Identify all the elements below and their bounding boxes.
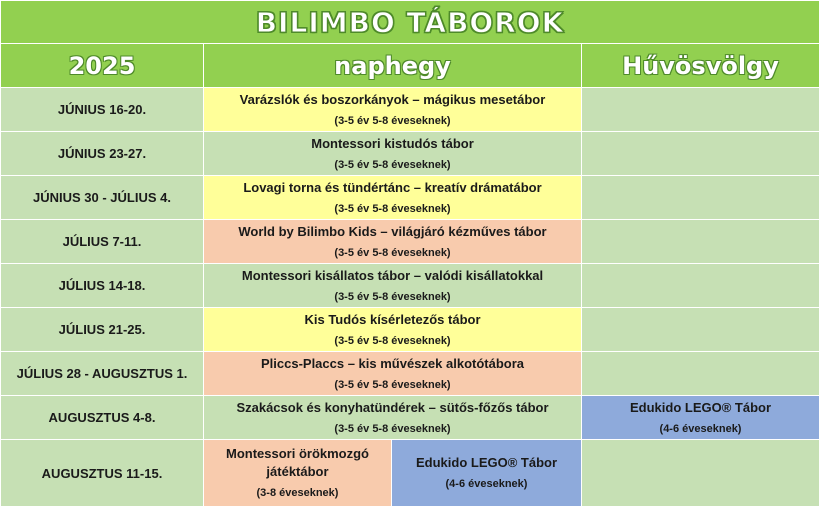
empty-cell	[582, 308, 819, 352]
date-cell: JÚLIUS 21-25.	[1, 308, 204, 352]
camp-age: (3-8 éveseknek)	[256, 487, 339, 499]
huvosvolgy-camp-cell	[582, 396, 819, 440]
empty-cell	[582, 352, 819, 396]
table-row	[1, 132, 819, 176]
table-row	[1, 88, 819, 132]
camp-age: (3-5 év 5-8 éveseknek)	[334, 334, 451, 347]
empty-cell	[582, 88, 819, 132]
date-cell: JÚLIUS 28 - AUGUSZTUS 1.	[1, 352, 204, 396]
date-cell: JÚLIUS 7-11.	[1, 220, 204, 264]
camp-age: (4-6 éveseknek)	[445, 478, 528, 490]
empty-cell	[582, 264, 819, 308]
camp-age: (3-5 év 5-8 éveseknek)	[334, 246, 451, 259]
camp-name: Szakácsok és konyhatündérek – sütős-főzős tábor	[236, 399, 549, 415]
camp-cell	[392, 440, 582, 506]
date-cell: AUGUSZTUS 4-8.	[1, 396, 204, 440]
camp-name: Edukido LEGO® Tábor	[415, 455, 558, 470]
camp-cell	[204, 440, 392, 506]
camp-age: (3-5 év 5-8 éveseknek)	[334, 290, 451, 303]
header-year: 2025	[1, 44, 204, 88]
date-cell: JÚNIUS 30 - JÚLIUS 4.	[1, 176, 204, 220]
camp-name: Montessori örökmozgó játéktábor	[225, 446, 369, 479]
table-row	[1, 308, 819, 352]
camp-cell	[204, 176, 582, 220]
camp-cell	[204, 308, 582, 352]
camp-age: (3-5 év 5-8 éveseknek)	[334, 158, 451, 171]
camp-cell	[204, 352, 582, 396]
column-header-row	[1, 44, 819, 88]
header-huvosvolgy: Hűvösvölgy	[582, 44, 819, 88]
empty-cell	[582, 220, 819, 264]
table-row	[1, 352, 819, 396]
camp-age: (4-6 éveseknek)	[659, 422, 742, 435]
camp-cell	[204, 132, 582, 176]
title-row	[1, 1, 819, 44]
camp-name: World by Bilimbo Kids – világjáró kézműves tábor	[238, 223, 547, 239]
table-row	[1, 176, 819, 220]
camp-name: Montessori kistudós tábor	[311, 135, 474, 151]
camp-name: Edukido LEGO® Tábor	[629, 399, 772, 415]
camp-age: (3-5 év 5-8 éveseknek)	[334, 202, 451, 215]
empty-cell	[582, 132, 819, 176]
camp-age: (3-5 év 5-8 éveseknek)	[334, 378, 451, 391]
table-row	[1, 396, 819, 440]
camp-age: (3-5 év 5-8 éveseknek)	[334, 114, 451, 127]
empty-cell	[582, 176, 819, 220]
camp-age: (3-5 év 5-8 éveseknek)	[334, 422, 451, 435]
table-row	[1, 264, 819, 308]
camp-name: Pliccs-Placcs – kis művészek alkotótábora	[260, 355, 525, 371]
camp-cell	[204, 88, 582, 132]
page-title: BILIMBO TÁBOROK	[255, 5, 565, 39]
date-cell: JÚLIUS 14-18.	[1, 264, 204, 308]
camp-cell	[204, 264, 582, 308]
date-cell: JÚNIUS 16-20.	[1, 88, 204, 132]
camp-name: Montessori kisállatos tábor – valódi kisállatokkal	[241, 267, 544, 283]
camp-cell	[204, 396, 582, 440]
empty-cell	[582, 440, 819, 506]
title-cell	[1, 1, 819, 44]
table-row	[1, 440, 819, 506]
date-cell: AUGUSZTUS 11-15.	[1, 440, 204, 506]
camp-name: Lovagi torna és tündértánc – kreatív drámatábor	[243, 179, 542, 195]
camp-cell	[204, 220, 582, 264]
table-row	[1, 220, 819, 264]
camp-name: Varázslók és boszorkányok – mágikus mesetábor	[239, 91, 546, 107]
header-naphegy: naphegy	[204, 44, 582, 88]
date-cell: JÚNIUS 23-27.	[1, 132, 204, 176]
camp-name: Kis Tudós kísérletezős tábor	[304, 311, 481, 327]
